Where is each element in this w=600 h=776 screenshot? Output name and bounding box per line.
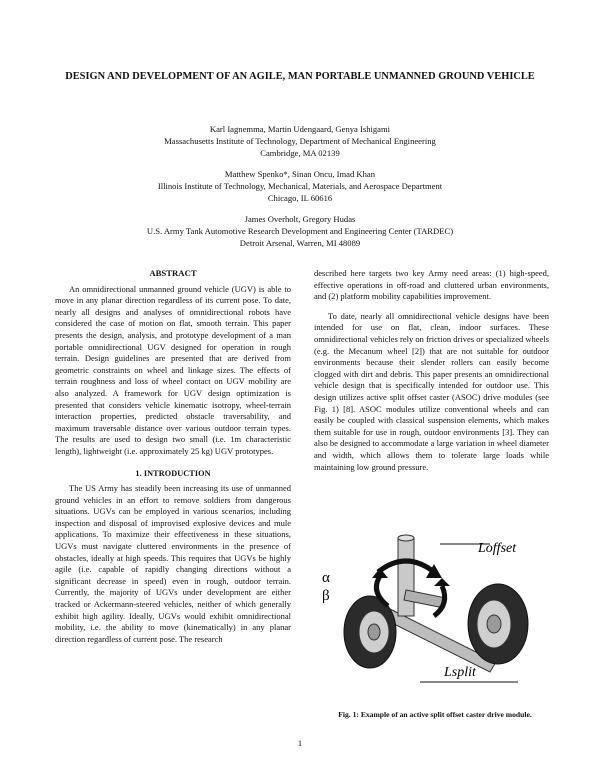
author-affiliation: Illinois Institute of Technology, Mechanical, Materials, and Aerospace Department [157, 180, 443, 191]
introduction-heading: 1. INTRODUCTION [135, 468, 211, 478]
author-names: Karl Iagnemma, Martin Udengaard, Genya Ishigami [209, 124, 391, 134]
label-lsplit: Lsplit [444, 665, 476, 680]
abstract-text: An omnidirectional unmanned ground vehicle (UGV) is able to move in any planar direction regardless of its current pose. To date, nearly all designs and analyses of omnidirectional robots have considered the case of motion on flat, smooth terrain. This paper presents the design, analysis, and prototype development of a man portable omnidirectional UGV designed for operation in rough terrain. Design guidelines are presented that are derived from geometric constraints on wheel and linkage sizes. The effects of terrain roughness and loss of wheel contact on UGV mobility are also analyzed. A framework for UGV design optimization is presented that considers vehicle kinematic isotropy, wheel-terrain interaction properties, predicted obstacle traversability, and maximum traversable distance over various outdoor terrain types. The results are used to design two small (i.e. 1m characteristic length), lightweight (i.e. approximately 25 kg) UGV prototypes. [55, 283, 291, 456]
author-location: Detroit Arsenal, Warren, MI 48089 [239, 237, 361, 248]
left-wheel [344, 596, 396, 668]
left-column [55, 268, 291, 645]
author-location: Chicago, IL 60616 [267, 192, 333, 203]
asoc-module-figure [318, 520, 554, 700]
right-paragraph-1: described here targets two key Army need areas: (1) high-speed, effective operations in off-road and cluttered urban environments, and (2) platform mobility capabilities improvement. [314, 268, 549, 302]
author-affiliation: U.S. Army Tank Automotive Research Development and Engineering Center (TARDEC) [146, 225, 454, 236]
paper-title: DESIGN AND DEVELOPMENT OF AN AGILE, MAN PORTABLE UNMANNED GROUND VEHICLE [65, 71, 535, 82]
figure-caption: Fig. 1: Example of an active split offset caster drive module. [338, 710, 532, 719]
right-paragraph-2: To date, nearly all omnidirectional vehicle designs have been intended for use on flat, clean, indoor surfaces. These omnidirectional vehicles rely on friction drives or specialized wheels (e.g. the Mecanum wheel [2]) that are not suitable for outdoor environments because their slender rollers can easily become clogged with dirt and debris. This paper presents an omnidirectional vehicle design that is specifically intended for outdoor use. This design utilizes active split offset caster (ASOC) drive modules (see Fig. 1) [8]. ASOC modules utilize conventional wheels and can easily be coupled with classical suspension elements, which makes them suitable for use in rough, outdoor environments [3]. They can also be designed to accommodate a large variation in wheel diameter and width, which allows them to tolerate large loads while maintaining low ground pressure. [314, 310, 549, 472]
author-affiliation: Massachusetts Institute of Technology, Department of Mechanical Engineering [164, 135, 436, 146]
author-block-tardec [50, 214, 550, 249]
right-wheel [468, 584, 528, 664]
author-block-mit [50, 124, 550, 159]
right-column [314, 268, 549, 473]
author-block-iit [50, 169, 550, 204]
abstract-heading: ABSTRACT [149, 268, 197, 278]
author-names: James Overholt, Gregory Hudas [244, 214, 356, 224]
author-names: Matthew Spenko*, Sinan Oncu, Imad Khan [224, 169, 376, 179]
introduction-text: The US Army has steadily been increasing its use of unmanned ground vehicles in an effort to remove soldiers from dangerous situations. UGVs can be employed in various scenarios, including inspection and disposal of improvised explosive devices and mule applications. To maximize their effectiveness in these situations, UGVs must navigate cluttered environments in the presence of obstacles, ideally at high speeds. This requires that UGVs be highly agile (i.e. capable of rapidly changing directions without a significant decrease in speed) even in rough, outdoor terrain. Currently, the majority of UGVs under development are either tracked or Ackermann-steered vehicles, neither of which generally exhibit high agility. Ideally, UGVs would exhibit omnidirectional mobility, i.e. the ability to move (kinematically) in any planar direction regardless of current pose. The research [55, 483, 291, 644]
author-location: Cambridge, MA 02139 [260, 147, 340, 158]
label-beta: β [322, 588, 330, 604]
page-number: 1 [297, 738, 303, 748]
label-loffset: Loffset [478, 541, 517, 556]
label-alpha: α [322, 570, 330, 586]
